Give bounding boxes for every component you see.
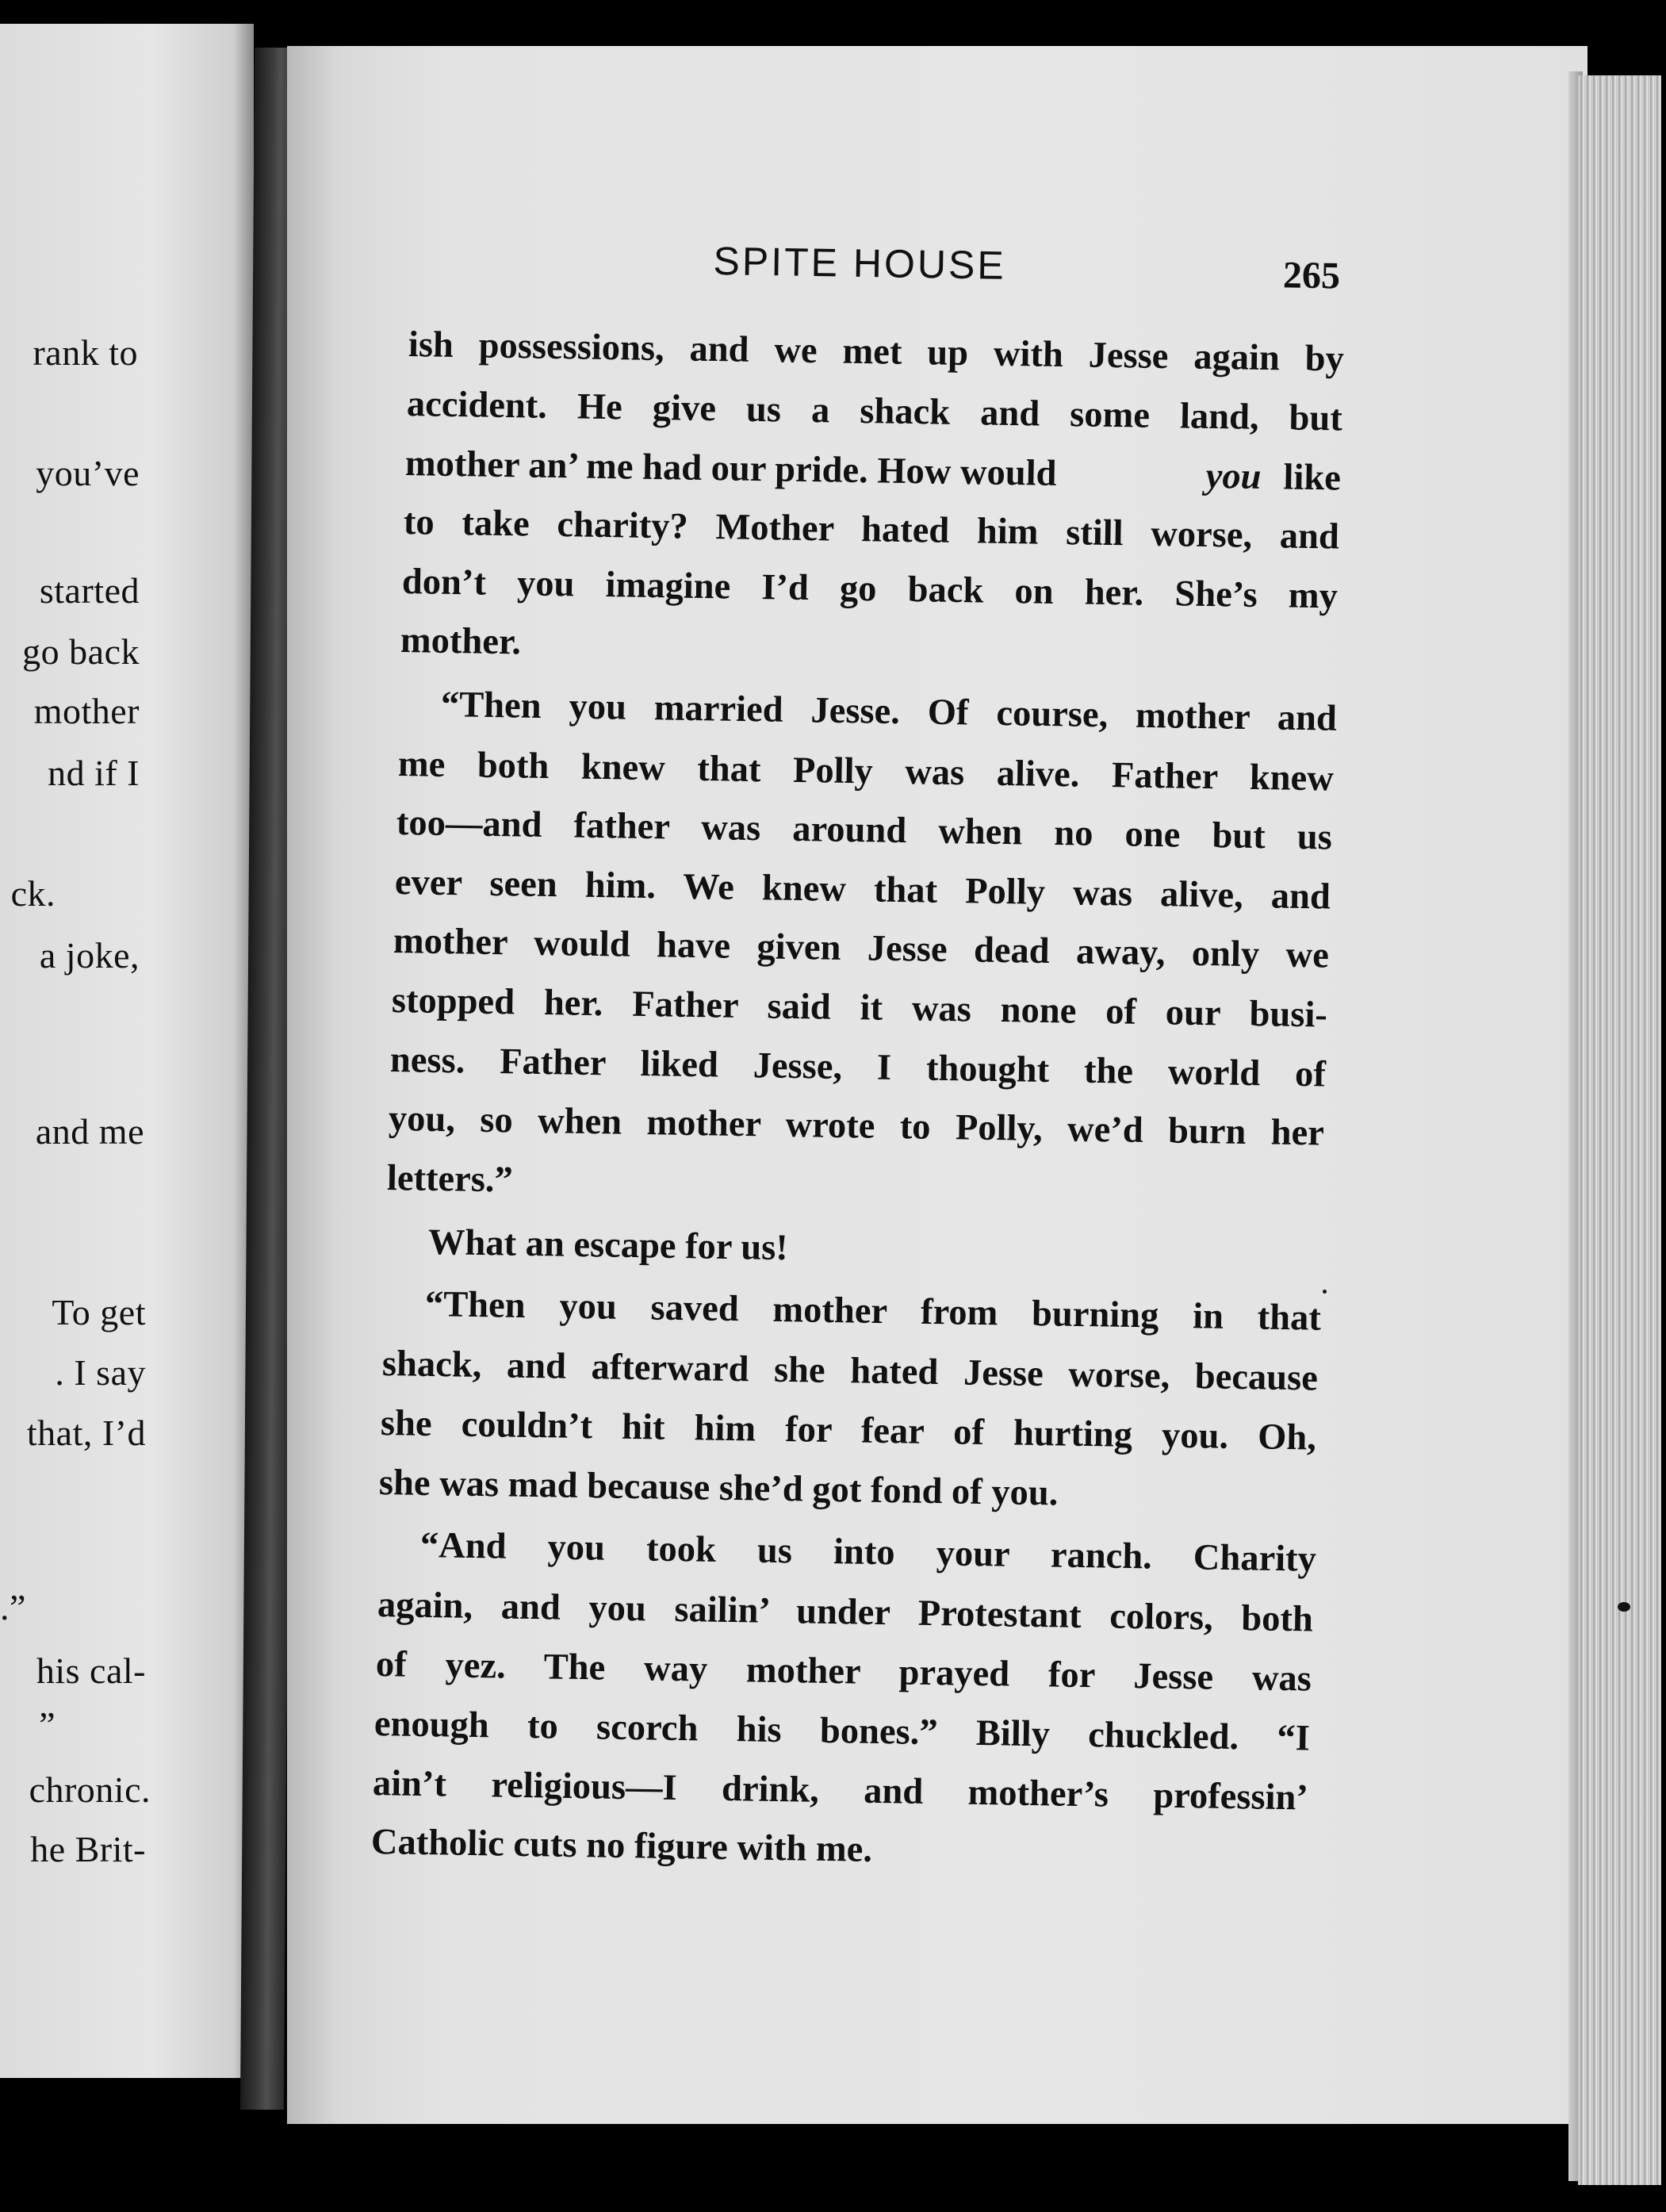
text-line: ish possessions, and we met up with Jesse again by: [408, 324, 1345, 380]
text-line: ever seen him. We knew that Polly was alive, and: [394, 862, 1331, 918]
text-line: What an escape for us!: [427, 1222, 789, 1269]
left-page-line: go back: [22, 631, 140, 672]
left-page-line: ”: [39, 1704, 56, 1745]
text-line: shack, and afterward she hated Jesse worse, because: [381, 1344, 1319, 1399]
left-page-line: . I say: [55, 1352, 146, 1393]
text-line: enough to scorch his bones.” Billy chuckled. “I: [373, 1704, 1311, 1759]
left-page-line: that, I’d: [26, 1413, 146, 1453]
left-page-line: a joke,: [39, 935, 140, 976]
text-line: don’t you imagine I’d go back on her. She’s my: [401, 562, 1339, 617]
text-line: mother.: [400, 620, 522, 663]
text-line: she couldn’t hit him for fear of hurting you. Oh,: [380, 1403, 1317, 1459]
left-page-line: his cal-: [36, 1650, 146, 1691]
scan-speck: [1323, 1290, 1327, 1294]
text-line: “Then you saved mother from burning in that: [424, 1284, 1322, 1339]
left-page-line: To get: [52, 1292, 146, 1332]
left-page-line: mother: [33, 691, 140, 731]
text-line: stopped her. Father said it was none of our busi-: [391, 980, 1328, 1036]
left-page-line: he Brit-: [30, 1829, 146, 1869]
text-line: “Then you married Jesse. Of course, mother and: [440, 684, 1338, 739]
text-line: [405, 443, 1342, 500]
text-line: ness. Father liked Jesse, I thought the world of: [389, 1040, 1327, 1095]
italic-word: you: [1205, 455, 1262, 497]
left-page-line: ck.: [10, 873, 56, 914]
text-line-segment: [1205, 455, 1341, 500]
page-number: 265: [1282, 254, 1341, 297]
text-line: to take charity? Mother hated him still worse, and: [403, 502, 1340, 558]
text-line: Catholic cuts no figure with me.: [370, 1822, 873, 1870]
left-page-line: .”: [0, 1587, 26, 1627]
text-line: you, so when mother wrote to Polly, we’d burn her: [388, 1098, 1325, 1154]
text-line: “And you took us into your ranch. Charity: [419, 1525, 1317, 1580]
text-line: ain’t religious—I drink, and mother’s professin’: [372, 1763, 1309, 1819]
running-head: SPITE HOUSE: [713, 238, 1007, 288]
left-page-line: rank to: [33, 332, 138, 373]
text-line: too—and father was around when no one but us: [396, 803, 1333, 858]
text-line: me both knew that Polly was alive. Father knew: [397, 744, 1335, 799]
text-line-segment: mother an’ me had our pride. How would: [404, 443, 1057, 494]
text-line: again, and you sailin’ under Protestant colors, both: [377, 1585, 1314, 1640]
text-line: she was mad because she’d got fond of you.: [378, 1463, 1059, 1514]
left-page-line: and me: [35, 1111, 144, 1152]
text-line: accident. He give us a shack and some land, but: [406, 384, 1343, 439]
scan-speck: [1618, 1602, 1630, 1612]
left-page-line: nd if I: [48, 753, 140, 793]
text-line: mother would have given Jesse dead away, only we: [393, 921, 1330, 976]
left-page-line: chronic.: [29, 1769, 151, 1810]
text-line: letters.”: [386, 1158, 514, 1201]
text-line: of yez. The way mother prayed for Jesse was: [375, 1644, 1312, 1700]
text-line-segment: like: [1283, 457, 1342, 499]
left-page-line: started: [39, 570, 140, 611]
left-page-line: you’ve: [36, 453, 140, 493]
